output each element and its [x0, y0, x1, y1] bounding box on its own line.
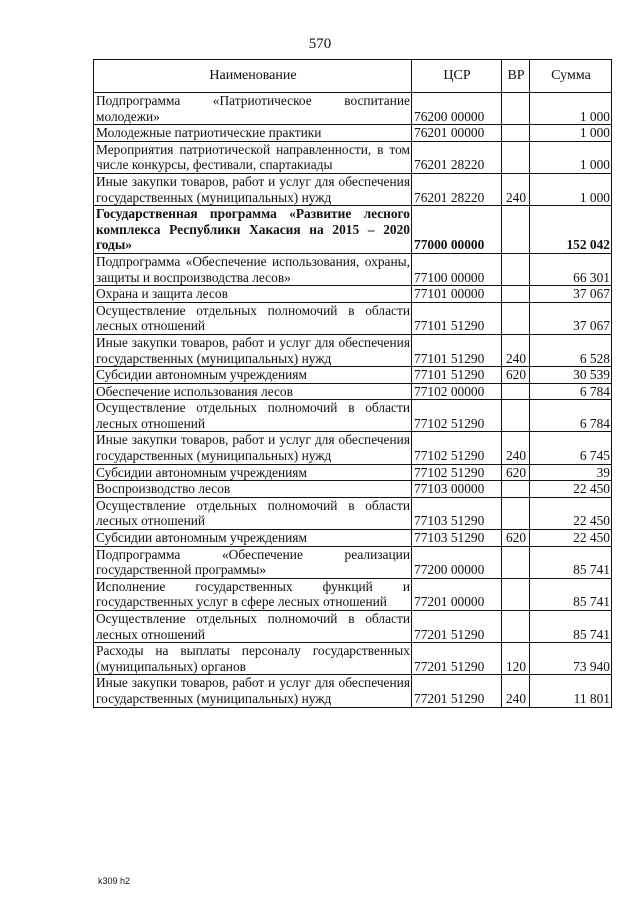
cell-csr: 77102 51290 [412, 432, 502, 464]
cell-csr: 77201 51290 [412, 643, 502, 675]
cell-sum: 22 450 [530, 497, 612, 529]
cell-vr [502, 481, 530, 498]
table-row [94, 334, 612, 366]
cell-csr: 77101 51290 [412, 302, 502, 334]
cell-name: Осуществление отдельных полномочий в области лесных отношений [94, 302, 412, 334]
table-row [94, 432, 612, 464]
table-row [94, 367, 612, 384]
table-row [94, 530, 612, 547]
table-row [94, 253, 612, 285]
table-row [94, 173, 612, 205]
cell-csr: 77102 00000 [412, 383, 502, 400]
cell-name: Мероприятия патриотической направленности, в том числе конкурсы, фестивали, спартакиады [94, 141, 412, 173]
cell-vr: 240 [502, 432, 530, 464]
cell-csr: 76200 00000 [412, 93, 502, 125]
cell-sum: 85 741 [530, 546, 612, 578]
table-row [94, 400, 612, 432]
cell-name: Подпрограмма «Патриотическое воспитание молодежи» [94, 93, 412, 125]
cell-sum: 1 000 [530, 141, 612, 173]
cell-csr: 76201 00000 [412, 125, 502, 142]
cell-csr: 77200 00000 [412, 546, 502, 578]
cell-sum: 30 539 [530, 367, 612, 384]
table-row [94, 206, 612, 254]
cell-sum: 6 528 [530, 334, 612, 366]
table-row [94, 141, 612, 173]
cell-vr [502, 141, 530, 173]
cell-name: Исполнение государственных функций и государственных услуг в сфере лесных отношений [94, 578, 412, 610]
cell-csr: 77101 51290 [412, 334, 502, 366]
table-row [94, 643, 612, 675]
cell-name: Молодежные патриотические практики [94, 125, 412, 142]
cell-sum: 22 450 [530, 481, 612, 498]
cell-vr [502, 93, 530, 125]
cell-name: Подпрограмма «Обеспечение использования, охраны, защиты и воспроизводства лесов» [94, 253, 412, 285]
cell-name: Осуществление отдельных полномочий в области лесных отношений [94, 497, 412, 529]
cell-name: Воспроизводство лесов [94, 481, 412, 498]
cell-csr: 77102 51290 [412, 464, 502, 481]
cell-vr [502, 286, 530, 303]
cell-sum: 37 067 [530, 286, 612, 303]
cell-csr: 77101 51290 [412, 367, 502, 384]
cell-sum: 6 784 [530, 400, 612, 432]
cell-name: Иные закупки товаров, работ и услуг для обеспечения государственных (муниципальных) нужд [94, 432, 412, 464]
cell-name: Государственная программа «Развитие лесного комплекса Республики Хакасия на 2015 – 2020 годы» [94, 206, 412, 254]
cell-name: Подпрограмма «Обеспечение реализации государственной программы» [94, 546, 412, 578]
cell-name: Субсидии автономным учреждениям [94, 530, 412, 547]
cell-vr [502, 546, 530, 578]
cell-csr: 76201 28220 [412, 141, 502, 173]
header-name: Наименование [94, 60, 412, 93]
cell-sum: 73 940 [530, 643, 612, 675]
cell-vr [502, 302, 530, 334]
page-number: 570 [308, 36, 332, 52]
table-row [94, 481, 612, 498]
table-row [94, 464, 612, 481]
cell-csr: 76201 28220 [412, 173, 502, 205]
table-row [94, 302, 612, 334]
cell-csr: 77103 51290 [412, 530, 502, 547]
cell-sum: 85 741 [530, 578, 612, 610]
cell-vr [502, 383, 530, 400]
table-row [94, 93, 612, 125]
table-row [94, 497, 612, 529]
cell-vr [502, 611, 530, 643]
cell-vr [502, 578, 530, 610]
cell-sum: 22 450 [530, 530, 612, 547]
budget-table [93, 59, 612, 708]
cell-csr: 77102 51290 [412, 400, 502, 432]
cell-vr: 240 [502, 334, 530, 366]
cell-vr: 620 [502, 367, 530, 384]
cell-sum: 11 801 [530, 675, 612, 707]
header-vr: ВР [502, 60, 530, 93]
cell-name: Обеспечение использования лесов [94, 383, 412, 400]
cell-sum: 152 042 [530, 206, 612, 254]
cell-csr: 77101 00000 [412, 286, 502, 303]
footer-code: k309 h2 [98, 876, 131, 886]
cell-vr [502, 497, 530, 529]
cell-csr: 77201 51290 [412, 611, 502, 643]
cell-sum: 1 000 [530, 125, 612, 142]
cell-csr: 77201 00000 [412, 578, 502, 610]
table-row [94, 546, 612, 578]
cell-sum: 85 741 [530, 611, 612, 643]
cell-vr [502, 206, 530, 254]
cell-name: Субсидии автономным учреждениям [94, 464, 412, 481]
cell-sum: 1 000 [530, 93, 612, 125]
table-row [94, 611, 612, 643]
header-sum: Сумма [530, 60, 612, 93]
cell-sum: 6 745 [530, 432, 612, 464]
cell-csr: 77201 51290 [412, 675, 502, 707]
cell-sum: 6 784 [530, 383, 612, 400]
cell-vr: 620 [502, 530, 530, 547]
cell-sum: 39 [530, 464, 612, 481]
cell-name: Иные закупки товаров, работ и услуг для обеспечения государственных (муниципальных) нужд [94, 173, 412, 205]
cell-name: Расходы на выплаты персоналу государственных (муниципальных) органов [94, 643, 412, 675]
cell-vr: 620 [502, 464, 530, 481]
cell-vr: 240 [502, 675, 530, 707]
table-row [94, 675, 612, 707]
cell-name: Осуществление отдельных полномочий в области лесных отношений [94, 611, 412, 643]
cell-vr [502, 400, 530, 432]
table-body [94, 93, 612, 708]
cell-name: Осуществление отдельных полномочий в области лесных отношений [94, 400, 412, 432]
table-row [94, 286, 612, 303]
header-csr: ЦСР [412, 60, 502, 93]
cell-sum: 37 067 [530, 302, 612, 334]
cell-vr: 240 [502, 173, 530, 205]
table-row [94, 125, 612, 142]
cell-name: Субсидии автономным учреждениям [94, 367, 412, 384]
cell-name: Иные закупки товаров, работ и услуг для обеспечения государственных (муниципальных) нужд [94, 334, 412, 366]
cell-vr [502, 253, 530, 285]
cell-csr: 77103 51290 [412, 497, 502, 529]
cell-csr: 77100 00000 [412, 253, 502, 285]
cell-vr [502, 125, 530, 142]
cell-csr: 77103 00000 [412, 481, 502, 498]
cell-sum: 1 000 [530, 173, 612, 205]
table-header-row [94, 60, 612, 93]
cell-name: Иные закупки товаров, работ и услуг для обеспечения государственных (муниципальных) нужд [94, 675, 412, 707]
cell-name: Охрана и защита лесов [94, 286, 412, 303]
cell-sum: 66 301 [530, 253, 612, 285]
cell-vr: 120 [502, 643, 530, 675]
table-row [94, 383, 612, 400]
table-row [94, 578, 612, 610]
cell-csr: 77000 00000 [412, 206, 502, 254]
